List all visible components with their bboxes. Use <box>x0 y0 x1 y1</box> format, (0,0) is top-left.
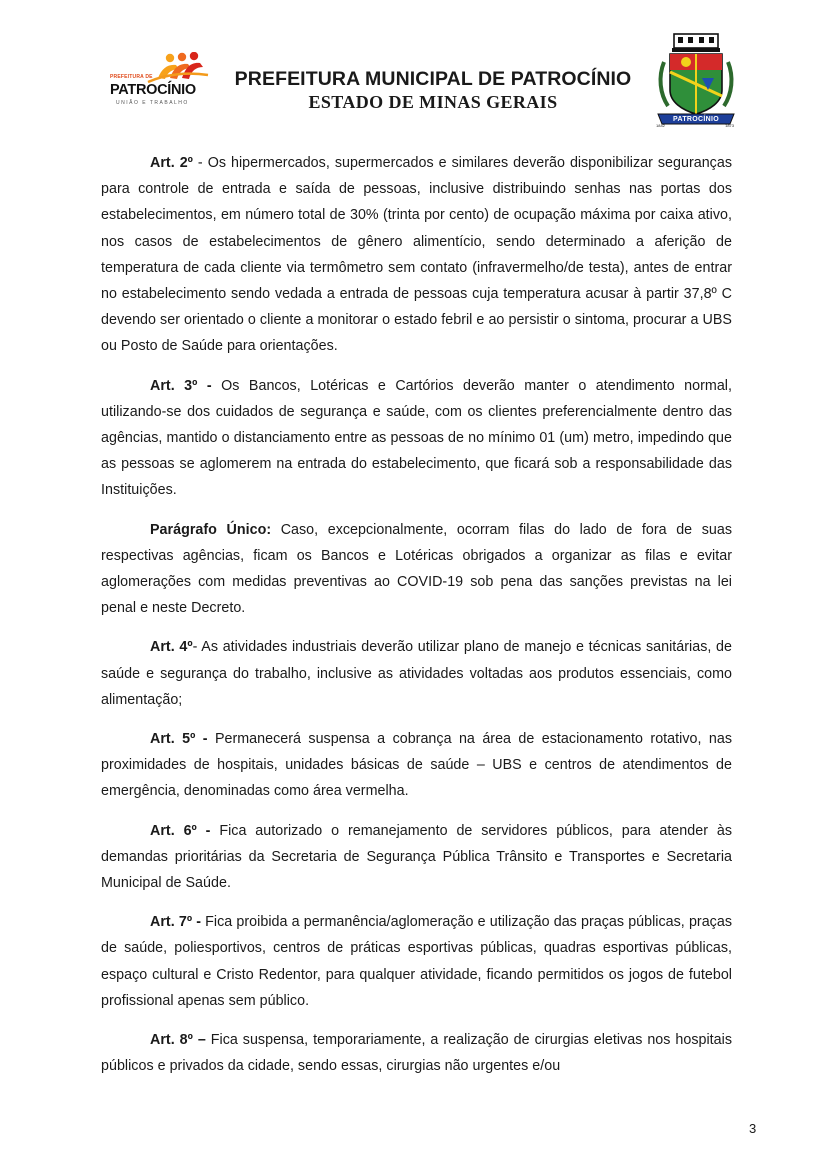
page-title: PREFEITURA MUNICIPAL DE PATROCÍNIO <box>234 68 632 90</box>
article-text: Caso, excepcionalmente, ocorram filas do lado de fora de suas respectivas agências, ficam os Bancos e Lotéricas obrigados a organizar as filas e evitar aglomerações com medidas preventivas ao COVID-19 sob pena das sanções previstas na lei penal e neste Decreto. <box>101 521 732 617</box>
article-text: - Os hipermercados, supermercados e similares deverão disponibilizar seguranças para controle de entrada e saída de pessoas, inclusive distribuindo senhas nas portas dos estabelecimentos, em número total de 30% (trinta por cento) de ocupação máxima por caixa ativo, nos casos de estabelecimentos de gênero alimentício, sendo determinado a aferição de temperatura de cada cliente via termômetro sem contato (infravermelho/de testa), antes de entrar no estabelecimento sendo vedada a entrada de pessoas cuja temperatura acusar à partir 37,8º C devendo ser orientado o cliente a monitorar o estado febril e ao persistir o sintoma, procurar a UBS ou Posto de Saúde para orientações. <box>101 155 732 355</box>
coat-of-arms <box>652 32 740 132</box>
article-5 <box>101 726 732 805</box>
article-text: Permanecerá suspensa a cobrança na área de estacionamento rotativo, nas proximidades de hospitais, unidades básicas de saúde – UBS e centros de atendimentos de emergência, denominadas como área vermelha. <box>101 731 732 800</box>
article-label: Art. 7º - <box>150 914 202 931</box>
paragrafo-unico <box>101 517 732 622</box>
article-text: Fica autorizado o remanejamento de servidores públicos, para atender às demandas prioritárias da Secretaria de Segurança Pública Trânsito e Transportes e Secretaria Municipal de Saúde. <box>101 822 732 892</box>
article-text: Os Bancos, Lotéricas e Cartórios deverão manter o atendimento normal, utilizando-se dos cuidados de segurança e saúde, com os clientes preferencialmente dentro das agências, mantido o distanciamento entre as pessoas de no mínimo 01 (um) metro, impedindo que as pessoas se aglomerem na entrada do estabelecimento, que ficará sob a responsabilidade das Instituições. <box>101 377 732 499</box>
logo-small-text: PREFEITURA DE <box>110 74 153 80</box>
article-text: - As atividades industriais deverão utilizar plano de manejo e técnicas sanitárias, de saúde e segurança do trabalho, inclusive as atividades voltadas aos produtos essenciais, como alimentação; <box>101 639 732 708</box>
article-2 <box>101 150 732 360</box>
article-label: Art. 6º - <box>150 822 211 839</box>
page-header <box>0 0 829 140</box>
prefeitura-logo <box>108 52 212 110</box>
coat-year-right: 1873 <box>725 123 734 128</box>
article-4 <box>101 634 732 713</box>
logo-wordmark: PATROCÍNIO <box>110 82 196 98</box>
article-label: Parágrafo Único: <box>150 521 272 538</box>
page-subtitle: ESTADO DE MINAS GERAIS <box>308 92 558 112</box>
article-text: Fica proibida a permanência/aglomeração e utilização das praças públicas, praças de saúde, poliesportivos, centros de práticas esportivas públicas, quadras esportivas públicas, espaço cultural e Cristo Redentor, para qualquer atividade, ficando permitidos os jogos de futebol profissional apenas sem público. <box>101 914 732 1009</box>
article-8 <box>101 1027 732 1079</box>
document-body <box>101 150 732 1093</box>
article-label: Art. 2º <box>150 155 193 171</box>
page-number: 3 <box>749 1121 757 1136</box>
article-label: Art. 3º - <box>150 377 212 394</box>
article-label: Art. 4º <box>150 639 193 656</box>
coat-year-left: 1842 <box>656 123 665 128</box>
logo-tagline: UNIÃO E TRABALHO <box>116 100 189 106</box>
article-text: Fica suspensa, temporariamente, a realização de cirurgias eletivas nos hospitais públicos e privados da cidade, sendo essas, cirurgias não urgentes e/ou <box>101 1032 732 1075</box>
article-label: Art. 8º – <box>150 1032 206 1049</box>
coat-banner-text: PATROCÍNIO <box>673 116 719 123</box>
article-6 <box>101 818 732 897</box>
people-figures-icon <box>108 52 212 86</box>
article-3 <box>101 373 732 504</box>
article-7 <box>101 909 732 1014</box>
article-label: Art. 5º - <box>150 731 208 748</box>
